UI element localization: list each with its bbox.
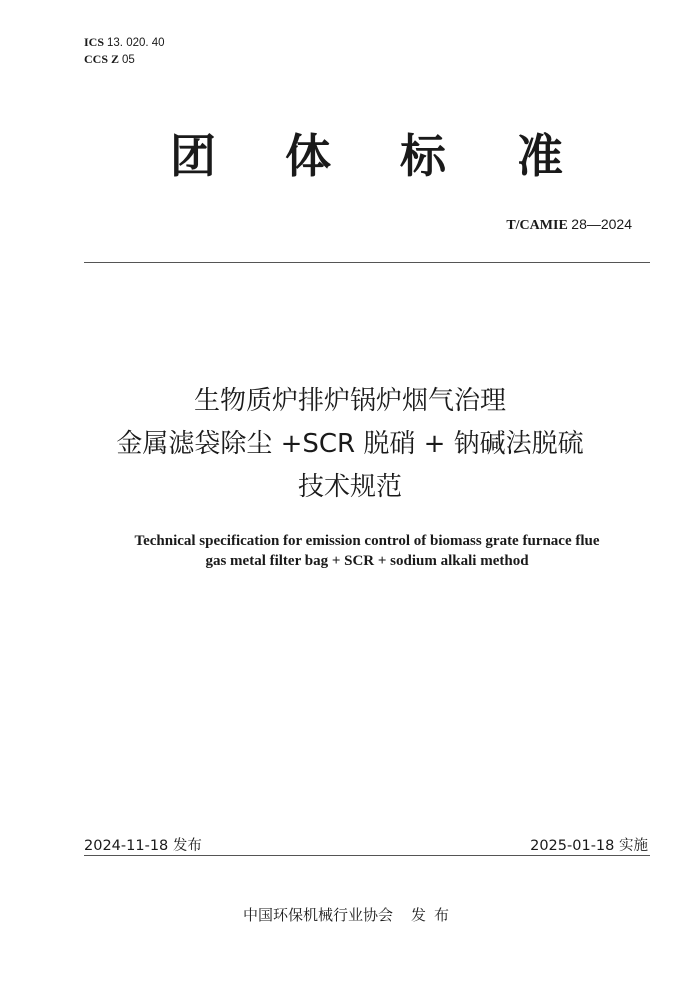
- standard-code-prefix: T/CAMIE: [506, 218, 568, 233]
- publish-date: 2024-11-18 发布: [84, 838, 202, 854]
- publisher-issue-label: 发布: [411, 906, 458, 924]
- ccs-line: [84, 51, 165, 68]
- standard-type-char-2: 体: [285, 129, 331, 183]
- standard-code-number: 28—2024: [571, 216, 632, 232]
- classification-block: [84, 34, 165, 68]
- english-title-line-1: Technical specification for emission control of biomass grate furnace flue: [134, 533, 600, 549]
- chinese-title-line-3: 技术规范: [297, 472, 402, 502]
- publisher-line: [0, 904, 700, 925]
- implementation-date: 2025-01-18 实施: [530, 838, 648, 854]
- ics-value: 13. 020. 40: [107, 37, 165, 49]
- english-title-line-2: gas metal filter bag + SCR + sodium alkali method: [205, 553, 529, 569]
- chinese-title-line-1: 生物质炉排炉锅炉烟气治理: [193, 386, 506, 416]
- ics-line: [84, 34, 165, 51]
- ics-label: ICS: [84, 35, 105, 49]
- ccs-label: CCS Z: [84, 52, 120, 66]
- footer-divider: [84, 855, 650, 856]
- standard-type-char-4: 准: [517, 129, 563, 183]
- standard-type-heading: [0, 126, 700, 186]
- standard-type-char-1: 团: [170, 129, 216, 183]
- standard-code: [506, 216, 632, 234]
- ccs-value: 05: [122, 54, 135, 66]
- chinese-title-line-2: 金属滤袋除尘 +SCR 脱硝 + 钠碱法脱硫: [116, 429, 584, 459]
- standard-type-char-3: 标: [400, 129, 446, 183]
- header-divider: [84, 262, 650, 263]
- publisher-name: 中国环保机械行业协会: [242, 906, 393, 924]
